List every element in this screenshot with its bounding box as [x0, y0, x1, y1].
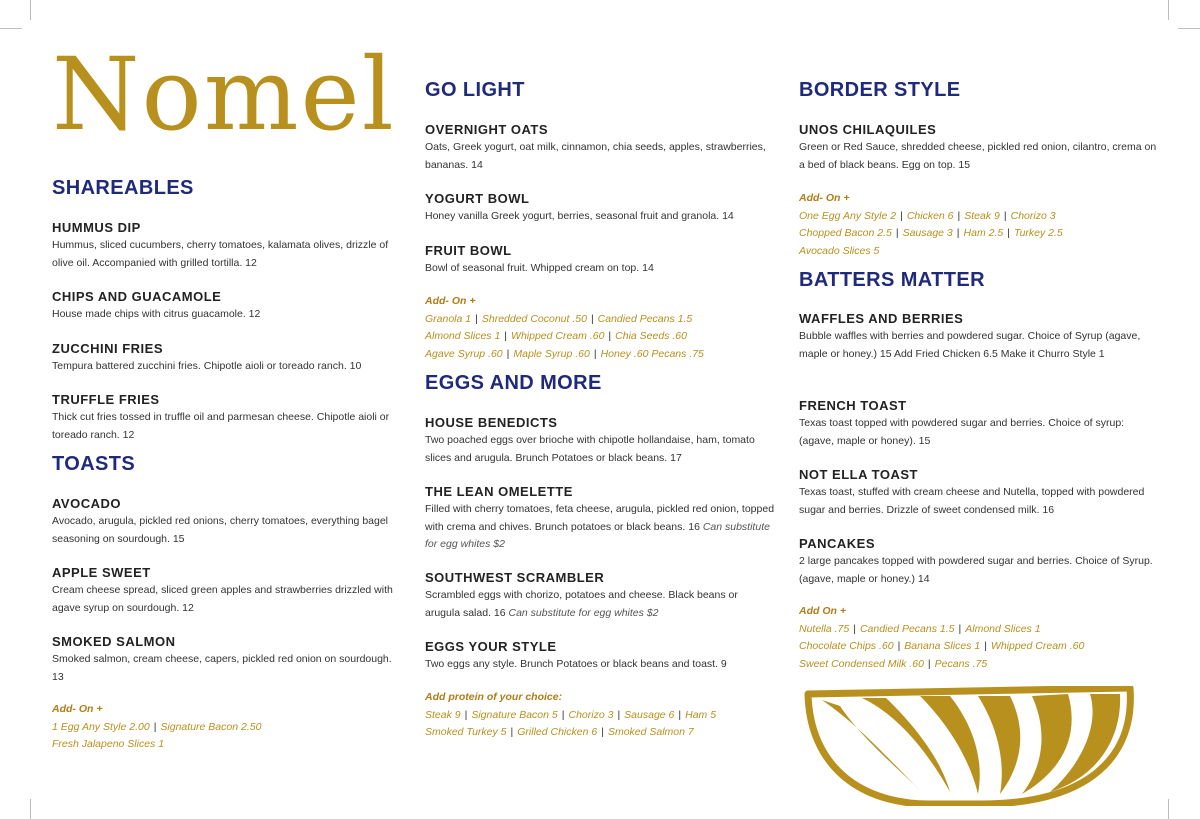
menu-item — [52, 340, 397, 376]
item-name: TRUFFLE FRIES — [52, 392, 160, 407]
menu-item — [425, 483, 775, 554]
addon-option: One Egg Any Style 2 — [799, 209, 897, 222]
addon-option: Shredded Coconut .50 — [481, 312, 587, 325]
section-title-batters-matter: BATTERS MATTER — [799, 269, 985, 291]
item-name: PANCAKES — [799, 536, 875, 551]
addon-line: One Egg Any Style 2 | Chicken 6 | Steak 9 | Chorizo 3 — [799, 209, 1056, 222]
item-description — [425, 501, 775, 554]
menu-item — [52, 288, 397, 324]
addon-option: Whipped Cream .60 — [511, 330, 605, 342]
item-note: Can substitute for egg whites $2 — [425, 520, 770, 550]
addon-line: Smoked Turkey 5 | Grilled Chicken 6 | Smoked Salmon 7 — [425, 726, 694, 738]
item-name: YOGURT BOWL — [425, 191, 530, 206]
menu-item — [425, 242, 775, 278]
menu-item — [52, 564, 397, 617]
section-title-go-light: GO LIGHT — [425, 79, 525, 101]
addon-title: Add- On + — [425, 295, 476, 307]
section-title-eggs-and-more: EGGS AND MORE — [425, 372, 602, 394]
crop-mark — [0, 28, 22, 29]
addon-line: 1 Egg Any Style 2.00 | Signature Bacon 2.50 — [52, 720, 262, 733]
menu-item — [425, 638, 775, 674]
item-description-text: Two eggs any style. Brunch Potatoes or black beans and toast. 9 — [425, 658, 727, 670]
addon-option: Ham 5 — [685, 708, 717, 721]
menu-item — [799, 310, 1159, 363]
item-name: FRENCH TOAST — [799, 398, 907, 413]
crop-mark — [1168, 0, 1169, 20]
addon-title: Add protein of your choice: — [425, 691, 563, 703]
item-description — [425, 432, 775, 467]
addon-option: Smoked Salmon 7 — [607, 726, 694, 738]
item-description: Green or Red Sauce, shredded cheese, pickled red onion, cilantro, crema on a bed of black beans. Egg on top. 15 — [799, 141, 1157, 171]
menu-item — [799, 466, 1159, 519]
brand-logo: Nomel — [52, 36, 396, 153]
addon-option: Ham 2.5 — [963, 227, 1004, 239]
addon-option: Chorizo 3 — [568, 708, 614, 721]
addon-option: Steak 9 — [964, 209, 1000, 222]
addon-option: Almond Slices 1 — [425, 330, 501, 342]
addon-block — [799, 190, 1159, 260]
addon-option: Chicken 6 — [906, 209, 954, 222]
addon-line: Sweet Condensed Milk .60 | Pecans .75 — [799, 657, 988, 670]
item-name: EGGS YOUR STYLE — [425, 639, 557, 654]
addon-option: Smoked Turkey 5 — [425, 726, 507, 738]
item-description: Texas toast, stuffed with cream cheese and Nutella, topped with powdered sugar and berries. Drizzle of sweet condensed milk. 16 — [799, 486, 1145, 516]
addon-option: Sausage 6 — [624, 708, 675, 721]
item-name: FRUIT BOWL — [425, 243, 512, 258]
item-description: Cream cheese spread, sliced green apples and strawberries drizzled with agave syrup on sourdough. 12 — [52, 584, 393, 614]
addon-block — [425, 689, 775, 742]
menu-item — [52, 391, 397, 444]
addon-option: 1 Egg Any Style 2.00 — [52, 720, 150, 733]
addon-option: Turkey 2.5 — [1013, 227, 1063, 239]
crop-mark — [1168, 799, 1169, 819]
addon-option: Sweet Condensed Milk .60 — [799, 657, 924, 670]
addon-title: Add- On + — [52, 703, 103, 715]
item-description — [425, 656, 775, 674]
item-note: Can substitute for egg whites $2 — [508, 606, 659, 619]
addon-line: Chopped Bacon 2.5 | Sausage 3 | Ham 2.5 | Turkey 2.5 — [799, 227, 1063, 239]
addon-line: Chocolate Chips .60 | Banana Slices 1 | Whipped Cream .60 — [799, 640, 1085, 652]
addon-option: Chorizo 3 — [1010, 209, 1056, 222]
addon-option: Chopped Bacon 2.5 — [799, 227, 892, 239]
crop-mark — [1178, 28, 1200, 29]
addon-option: Sausage 3 — [902, 227, 953, 239]
addon-option: Signature Bacon 5 — [471, 708, 558, 721]
item-description: Tempura battered zucchini fries. Chipotle aioli or toreado ranch. 10 — [52, 360, 362, 372]
item-name: OVERNIGHT OATS — [425, 122, 549, 137]
addon-option: Nutella .75 — [799, 622, 850, 635]
item-name: NOT ELLA TOAST — [799, 467, 918, 482]
menu-item — [799, 535, 1159, 588]
addon-line: Almond Slices 1 | Whipped Cream .60 | Chia Seeds .60 — [425, 330, 687, 342]
addon-line — [799, 243, 1159, 261]
item-description: Oats, Greek yogurt, oat milk, cinnamon, chia seeds, apples, strawberries, bananas. 14 — [425, 141, 766, 171]
section-title-border-style: BORDER STYLE — [799, 79, 961, 101]
section-title-toasts: TOASTS — [52, 453, 136, 475]
addon-option: Steak 9 — [425, 708, 461, 721]
item-description: Texas toast topped with powdered sugar and berries. Choice of syrup: (agave, maple or honey). 15 — [799, 417, 1125, 447]
addon-option: Banana Slices 1 — [904, 640, 981, 652]
menu-item — [425, 190, 775, 226]
item-description: Bubble waffles with berries and powdered sugar. Choice of Syrup (agave, maple or honey.) 15 Add Fried Chicken 6.5 Make it Churro Style 1 — [799, 330, 1141, 360]
item-description-text: Filled with cherry tomatoes, feta cheese, arugula, pickled red onion, topped with crema and chives. Brunch potatoes or black beans. 16 — [425, 503, 775, 533]
addon-option: Fresh Jalapeno Slices 1 — [52, 738, 165, 750]
item-description: Hummus, sliced cucumbers, cherry tomatoes, kalamata olives, drizzle of olive oil. Accompanied with grilled tortilla. 12 — [52, 239, 389, 269]
addon-line: Steak 9 | Signature Bacon 5 | Chorizo 3 | Sausage 6 | Ham 5 — [425, 708, 717, 721]
menu-item — [425, 569, 775, 622]
addon-title: Add- On + — [799, 192, 850, 204]
item-name: SMOKED SALMON — [52, 634, 176, 649]
menu-item — [799, 397, 1159, 450]
addon-option: Almond Slices 1 — [965, 622, 1041, 635]
item-name: UNOS CHILAQUILES — [799, 122, 937, 137]
addon-option: Candied Pecans 1.5 — [597, 312, 693, 325]
addon-option: Chia Seeds .60 — [615, 330, 687, 342]
crop-mark — [30, 799, 31, 819]
item-description-text: Two poached eggs over brioche with chipotle hollandaise, ham, tomato slices and arugula. Brunch Potatoes or black beans. 17 — [425, 434, 755, 464]
item-description: Avocado, arugula, pickled red onions, cherry tomatoes, everything bagel seasoning on sourdough. 15 — [52, 515, 389, 545]
item-description: Smoked salmon, cream cheese, capers, pickled red onion on sourdough. 13 — [52, 653, 392, 683]
item-name: WAFFLES AND BERRIES — [799, 311, 964, 326]
menu-item — [52, 633, 397, 686]
addon-block — [425, 293, 775, 363]
addon-option: Candied Pecans 1.5 — [859, 622, 955, 635]
item-name: AVOCADO — [52, 496, 121, 511]
addon-option: Honey .60 Pecans .75 — [600, 347, 704, 360]
item-name: APPLE SWEET — [52, 565, 151, 580]
addon-line: Granola 1 | Shredded Coconut .50 | Candied Pecans 1.5 — [425, 312, 693, 325]
item-description: Thick cut fries tossed in truffle oil and parmesan cheese. Chipotle aioli or toreado ranch. 12 — [52, 411, 390, 441]
crop-mark — [30, 0, 31, 20]
menu-item — [425, 121, 775, 174]
section-title-shareables: SHAREABLES — [52, 177, 194, 199]
addon-line: Agave Syrup .60 | Maple Syrup .60 | Honey .60 Pecans .75 — [425, 347, 704, 360]
addon-option: Whipped Cream .60 — [990, 640, 1085, 652]
item-name: THE LEAN OMELETTE — [425, 484, 573, 499]
item-name: ZUCCHINI FRIES — [52, 341, 163, 356]
addon-block — [52, 701, 397, 754]
item-description: House made chips with citrus guacamole. 12 — [52, 308, 261, 320]
item-description — [425, 587, 775, 622]
lemon-slice-icon — [800, 686, 1140, 806]
item-name: HUMMUS DIP — [52, 220, 141, 235]
menu-item — [52, 495, 397, 548]
item-description: Bowl of seasonal fruit. Whipped cream on top. 14 — [425, 262, 654, 274]
addon-block — [799, 603, 1159, 673]
addon-option: Pecans .75 — [934, 657, 988, 670]
addon-line: Nutella .75 | Candied Pecans 1.5 | Almond Slices 1 — [799, 622, 1041, 635]
item-name: HOUSE BENEDICTS — [425, 415, 558, 430]
menu-item — [425, 414, 775, 467]
item-description: 2 large pancakes topped with powdered sugar and berries. Choice of Syrup. (agave, maple or honey.) 14 — [799, 555, 1153, 585]
addon-line — [52, 736, 397, 754]
menu-item — [799, 121, 1159, 174]
addon-option: Grilled Chicken 6 — [517, 726, 598, 738]
item-name: SOUTHWEST SCRAMBLER — [425, 570, 605, 585]
addon-option: Signature Bacon 2.50 — [160, 720, 262, 733]
menu-item — [52, 219, 397, 272]
addon-option: Agave Syrup .60 — [425, 347, 503, 360]
addon-option: Avocado Slices 5 — [799, 244, 880, 257]
addon-title: Add On + — [799, 605, 846, 617]
addon-option: Chocolate Chips .60 — [799, 640, 894, 652]
item-description-text: Scrambled eggs with chorizo, potatoes and cheese. Black beans or arugula salad. 16 — [425, 589, 738, 619]
item-description: Honey vanilla Greek yogurt, berries, seasonal fruit and granola. 14 — [425, 210, 734, 222]
item-name: CHIPS AND GUACAMOLE — [52, 289, 222, 304]
addon-option: Maple Syrup .60 — [513, 347, 590, 360]
addon-option: Granola 1 — [425, 312, 472, 325]
